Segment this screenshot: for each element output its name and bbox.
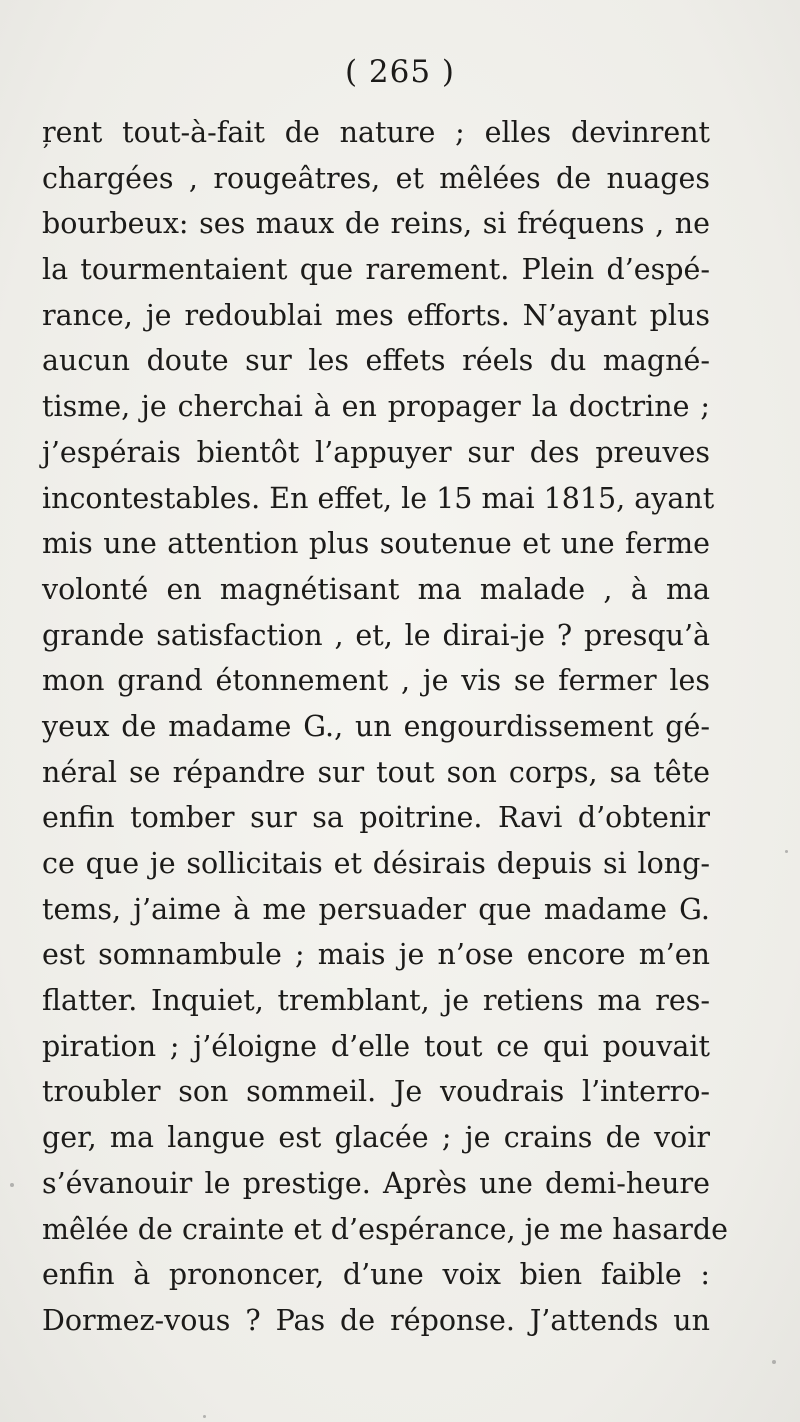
text-line: j’espérais bientôt l’appuyer sur des preuves (42, 435, 710, 469)
text-line: néral se répandre sur tout son corps, sa tête (42, 755, 710, 789)
paper-speck (203, 1415, 206, 1418)
text-line: grande satisfaction , et, le dirai-je ? presqu’à (42, 618, 710, 652)
paper-speck (772, 1360, 776, 1364)
text-line: ger, ma langue est glacée ; je crains de voir (42, 1121, 710, 1155)
text-line: yeux de madame G., un engourdissement gé- (42, 709, 710, 743)
text-line: volonté en magnétisant ma malade , à ma (42, 572, 710, 606)
text-line: enfin tomber sur sa poitrine. Ravi d’obtenir (42, 801, 710, 835)
text-line: incontestables. En effet, le 15 mai 1815, ayant (42, 481, 715, 515)
text-line: ce que je sollicitais et désirais depuis si long- (42, 847, 710, 880)
text-line: rance, je redoublai mes efforts. N’ayant plus (42, 298, 710, 332)
text-line: est somnambule ; mais je n’ose encore m’en (42, 938, 710, 972)
text-line: Dormez-vous ? Pas de réponse. J’attends un (42, 1303, 710, 1337)
text-line: flatter. Inquiet, tremblant, je retiens ma res- (42, 984, 710, 1018)
body-text (42, 110, 729, 1344)
text-line: mêlée de crainte et d’espérance, je me hasarde (42, 1212, 729, 1246)
text-line: piration ; j’éloigne d’elle tout ce qui pouvait (42, 1029, 710, 1063)
paper-speck (785, 850, 788, 853)
text-line: tisme, je cherchai à en propager la doctrine ; (42, 390, 710, 424)
text-line: troubler son sommeil. Je voudrais l’interro- (42, 1075, 710, 1109)
page-number: ( 265 ) (344, 54, 456, 90)
text-line: bourbeux: ses maux de reins, si fréquens , ne (42, 207, 710, 241)
text-line: enfin à prononcer, d’une voix bien faible : (42, 1258, 710, 1292)
text-line: tems, j’aime à me persuader que madame G. (42, 892, 710, 926)
text-line: mon grand étonnement , je vis se fermer les (42, 664, 710, 698)
text-line: ŗent tout-à-fait de nature ; elles devinrent (42, 116, 710, 149)
text-line: s’évanouir le prestige. Après une demi-heure (42, 1166, 710, 1200)
text-line: mis une attention plus soutenue et une ferme (42, 527, 710, 561)
text-line: aucun doute sur les effets réels du magné- (42, 344, 710, 378)
paper-speck (10, 1183, 14, 1187)
text-line: chargées , rougeâtres, et mêlées de nuages (42, 161, 710, 195)
text-line: la tourmentaient que rarement. Plein d’espé- (42, 253, 710, 287)
